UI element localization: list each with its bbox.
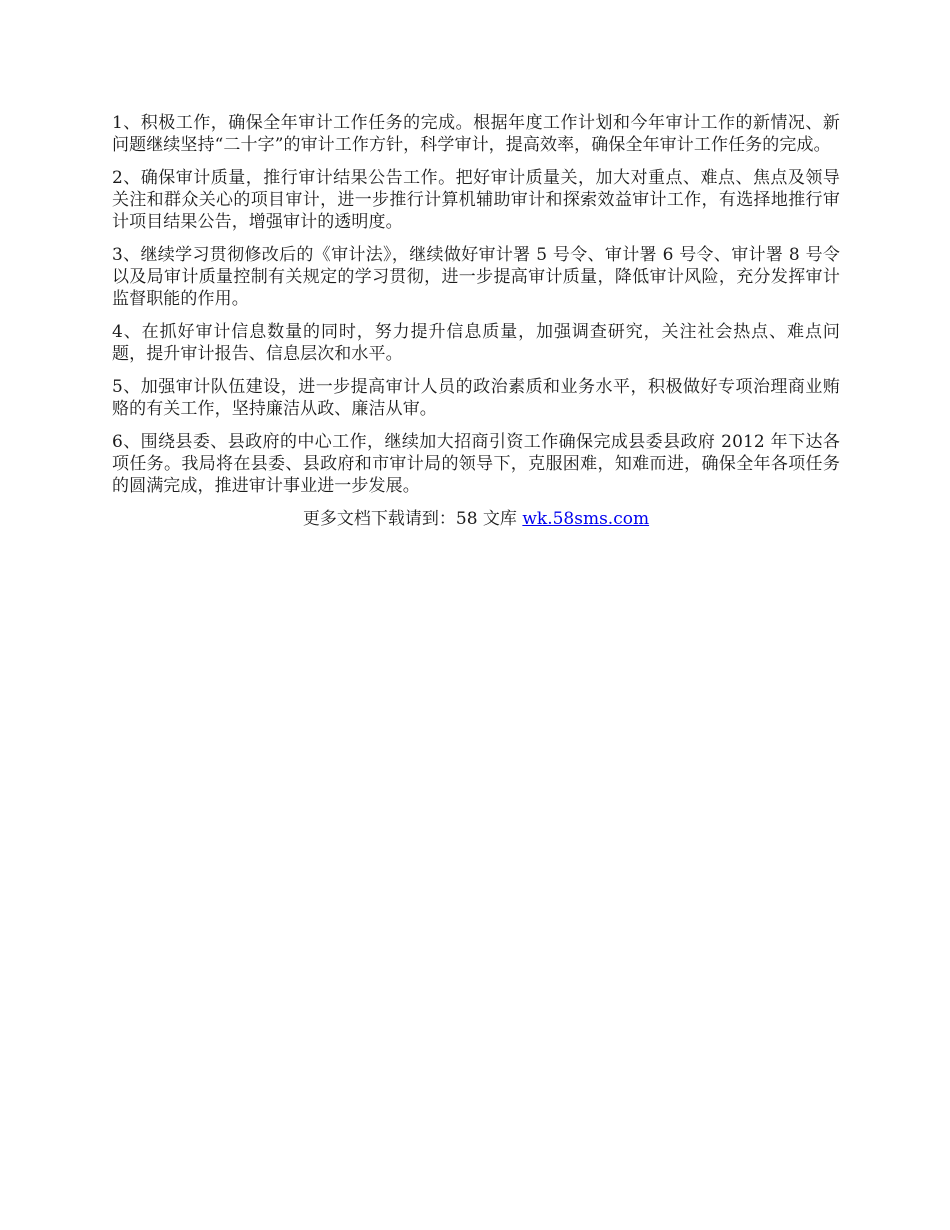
document-body bbox=[112, 112, 840, 530]
paragraph-1: 1、积极工作，确保全年审计工作任务的完成。根据年度工作计划和今年审计工作的新情况、新问题继续坚持“二十字”的审计工作方针，科学审计，提高效率，确保全年审计工作任务的完成。 bbox=[112, 113, 840, 155]
paragraph-6: 6、围绕县委、县政府的中心工作，继续加大招商引资工作确保完成县委县政府 2012 年下达各项任务。我局将在县委、县政府和市审计局的领导下，克服困难，知难而进，确保全年各项任务的圆满完成，推进审计事业进一步发展。 bbox=[112, 432, 840, 496]
footer-download-note bbox=[112, 508, 840, 530]
paragraph-5: 5、加强审计队伍建设，进一步提高审计人员的政治素质和业务水平，积极做好专项治理商业贿赂的有关工作，坚持廉洁从政、廉洁从审。 bbox=[112, 377, 840, 419]
footer-text: 更多文档下载请到：58 文库 bbox=[302, 509, 523, 529]
paragraph-3: 3、继续学习贯彻修改后的《审计法》，继续做好审计署 5 号令、审计署 6 号令、审计署 8 号令以及局审计质量控制有关规定的学习贯彻，进一步提高审计质量，降低审计风险，充分发挥审计监督职能的作用。 bbox=[112, 245, 840, 309]
footer-link[interactable]: wk.58sms.com bbox=[522, 509, 650, 529]
paragraph-2: 2、确保审计质量，推行审计结果公告工作。把好审计质量关，加大对重点、难点、焦点及领导关注和群众关心的项目审计，进一步推行计算机辅助审计和探索效益审计工作，有选择地推行审计项目结果公告，增强审计的透明度。 bbox=[112, 168, 840, 232]
paragraph-4: 4、在抓好审计信息数量的同时，努力提升信息质量，加强调查研究，关注社会热点、难点问题，提升审计报告、信息层次和水平。 bbox=[112, 322, 840, 364]
